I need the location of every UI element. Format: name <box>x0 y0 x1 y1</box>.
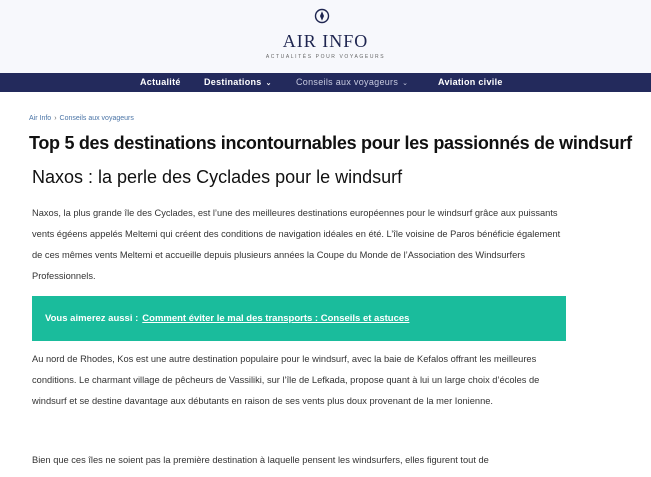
site-header <box>0 0 651 73</box>
chevron-down-icon: ⌄ <box>265 80 272 87</box>
breadcrumb-current-link[interactable]: Conseils aux voyageurs <box>59 115 134 122</box>
nav-item-label: Actualité <box>140 77 181 87</box>
nav-item-aviation[interactable] <box>438 73 503 92</box>
nav-item-actualite[interactable] <box>140 73 181 92</box>
article-paragraph: Naxos, la plus grande île des Cyclades, est l’une des meilleures destinations européennes pour le windsurf grâce aux puissants vents égéens appelés Meltemi qui créent des conditions de navigation idéales en été. L’île voisine de Paros bénéficie également de ces mêmes vents Meltemi et accueille depuis plusieurs années la Coupe du Monde de l’Association des Windsurfers Professionnels. <box>32 208 561 281</box>
page-title: Top 5 des destinations incontournables pour les passionnés de windsurf <box>29 133 632 153</box>
compass-icon[interactable] <box>314 8 330 24</box>
nav-item-destinations[interactable] <box>204 73 272 92</box>
nav-item-label: Aviation civile <box>438 77 503 87</box>
chevron-right-icon: › <box>54 115 57 122</box>
article-paragraph: Au nord de Rhodes, Kos est une autre destination populaire pour le windsurf, avec la baie de Kefalos offrant les meilleures conditions. Le charmant village de pêcheurs de Vassiliki, sur l’île de Lefkada, propose quant à lui un large choix d’écoles de windsurf et se destine davantage aux débutants en raison de ses vents plus doux provenant de la mer Ionienne. <box>32 354 540 406</box>
section-heading: Naxos : la perle des Cyclades pour le windsurf <box>32 167 403 187</box>
nav-item-conseils[interactable] <box>296 73 408 92</box>
related-article-link[interactable]: Comment éviter le mal des transports : Conseils et astuces <box>142 313 410 324</box>
nav-item-label: Conseils aux voyageurs <box>296 77 399 87</box>
main-nav <box>0 73 651 92</box>
site-title[interactable]: AIR INFO <box>282 31 369 51</box>
callout-prefix: Vous aimerez aussi : <box>45 313 139 324</box>
breadcrumb-home-link[interactable]: Air Info <box>29 115 52 122</box>
breadcrumb <box>29 115 134 122</box>
site-tagline: ACTUALITÉS POUR VOYAGEURS <box>265 54 386 60</box>
related-article-callout <box>32 296 566 341</box>
article-paragraph: Bien que ces îles ne soient pas la première destination à laquelle pensent les windsurfers, elles figurent tout de <box>32 455 489 465</box>
chevron-down-icon: ⌄ <box>402 80 409 87</box>
nav-item-label: Destinations <box>204 77 262 87</box>
